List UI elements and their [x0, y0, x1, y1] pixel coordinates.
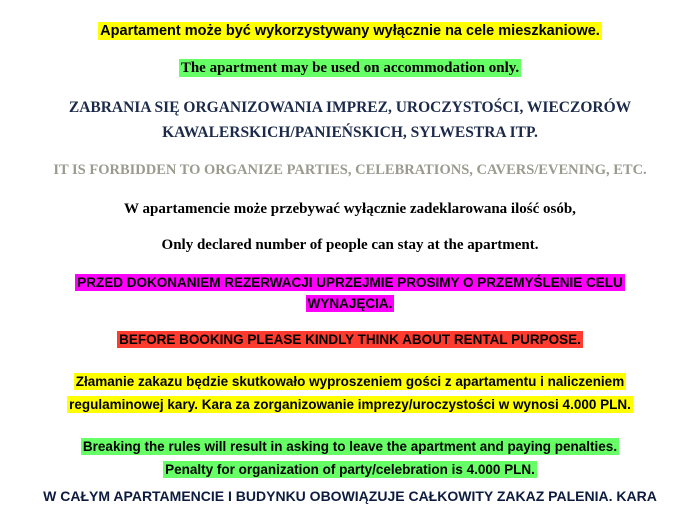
rule-1-pl	[36, 22, 664, 42]
text-line	[36, 331, 664, 349]
yellow-highlight: Złamanie zakazu będzie skutkowało wyproszeniem gości z apartamentu i naliczeniem	[75, 373, 625, 389]
text-line	[36, 273, 664, 294]
text-line	[36, 458, 664, 482]
yellow-highlight: Apartament może być wykorzystywany wyłącznie na cele mieszkaniowe.	[100, 23, 600, 39]
text-line: ZABRANIA SIĘ ORGANIZOWANIA IMPREZ, UROCZYSTOŚCI, WIECZORÓW	[68, 98, 632, 116]
rule-2-pl	[36, 96, 664, 146]
red-highlight: BEFORE BOOKING PLEASE KINDLY THINK ABOUT RENTAL PURPOSE.	[119, 332, 581, 348]
text-line: Only declared number of people can stay at the apartment.	[161, 237, 539, 254]
text-line: W apartamencie może przebywać wyłącznie zadeklarowana ilość osób,	[124, 200, 576, 217]
text-line	[36, 22, 664, 42]
magenta-highlight: WYNAJĘCIA.	[307, 296, 393, 312]
rule-4-en	[36, 331, 664, 349]
text-line: IT IS FORBIDDEN TO ORGANIZE PARTIES, CELEBRATIONS, CAVERS/EVENING, ETC.	[53, 162, 647, 179]
green-highlight: The apartment may be used on accommodation only.	[180, 59, 520, 76]
rule-1-en	[36, 58, 664, 78]
text-line	[36, 294, 664, 315]
text-line	[36, 370, 664, 394]
rule-5-pl	[36, 370, 664, 417]
text-line: KAWALERSKICH/PANIEŃSKICH, SYLWESTRA ITP.	[162, 123, 538, 141]
text-line: W CAŁYM APARTAMENCIE I BUDYNKU OBOWIĄZUJE CAŁKOWITY ZAKAZ PALENIA. KARA	[43, 488, 657, 505]
magenta-highlight: PRZED DOKONANIEM REZERWACJI UPRZEJMIE PROSIMY O PRZEMYŚLENIE CELU	[77, 275, 623, 291]
rule-3-en	[36, 235, 664, 255]
text-line	[36, 58, 664, 78]
green-highlight: Breaking the rules will result in asking to leave the apartment and paying penalties.	[82, 438, 618, 454]
yellow-highlight: regulaminowej kary. Kara za zorganizowanie imprezy/uroczystości w wynosi 4.000 PLN.	[69, 397, 631, 413]
text-line	[36, 393, 664, 417]
green-highlight: Penalty for organization of party/celebration is 4.000 PLN.	[165, 462, 535, 478]
rule-5-en	[36, 435, 664, 482]
rule-4-pl	[36, 273, 664, 315]
rule-6-pl	[0, 487, 700, 506]
rule-3-pl	[36, 199, 664, 219]
rule-2-en	[36, 161, 664, 181]
text-line	[36, 435, 664, 459]
